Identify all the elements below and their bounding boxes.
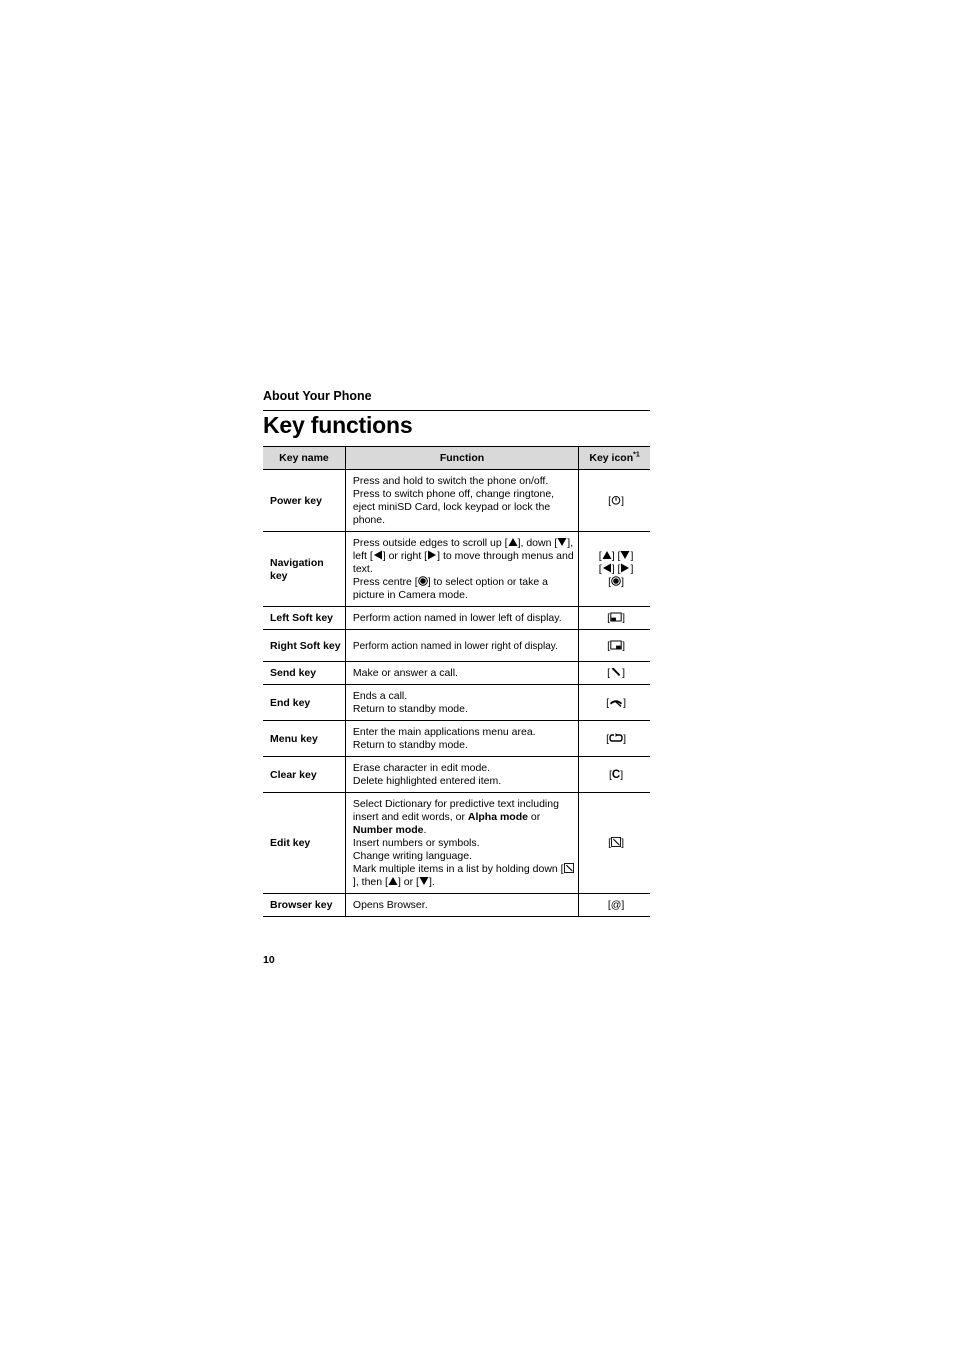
key-icon-cell: [ ] [579,721,650,757]
function-line: Insert numbers or symbols. [352,837,480,849]
key-icon-cell: [ ] [579,470,650,532]
right-arrow-icon [427,550,437,560]
up-arrow-icon [602,550,612,560]
column-header-key-name: Key name [263,447,345,470]
function-line [353,863,574,889]
key-name-cell: End key [263,685,345,721]
table-row-send-key [263,662,650,685]
icon-line: [ ] [ ] [598,550,634,562]
key-icon-cell: [@] [579,894,650,917]
function-text: ] to move through menus and text. [352,550,574,575]
key-icon-cell: [ ] [579,685,650,721]
function-text: Select Dictionary for predictive text including insert and edit words, or [352,798,559,823]
function-line [353,798,574,837]
function-line [353,576,574,602]
edit-pencil-icon [564,863,574,873]
function-text: ] to select option or take a picture in Camera mode. [352,576,548,601]
end-call-icon [609,697,623,707]
left-arrow-icon [602,563,612,573]
table-row-edit-key [263,793,650,894]
key-name-cell: Navigation key [263,532,345,607]
power-icon [611,495,621,505]
down-arrow-icon [620,550,630,560]
column-header-key-icon [579,447,650,470]
right-arrow-icon [620,563,630,573]
function-line: Press to switch phone off, change ringtone, eject miniSD Card, lock keypad or lock the phone. [352,488,555,526]
table-row-browser-key [263,894,650,917]
table-row-end-key [263,685,650,721]
key-functions-table [263,446,650,917]
function-cell [345,685,578,721]
function-line: Erase character in edit mode. [352,762,491,774]
function-cell: Opens Browser. [345,894,578,917]
up-arrow-icon [508,537,518,547]
function-cell: Perform action named in lower right of display. [345,630,578,662]
key-icon-cell: [C] [579,757,650,793]
function-cell [345,757,578,793]
table-header-row [263,447,650,470]
function-text: or [527,811,541,823]
function-cell: Make or answer a call. [345,662,578,685]
up-arrow-icon [388,876,398,886]
function-cell [345,721,578,757]
table-row-power-key [263,470,650,532]
clear-icon: C [611,768,621,781]
function-line: Ends a call. [352,690,408,702]
icon-line: [ ] [ ] [598,563,634,575]
key-name-cell: Clear key [263,757,345,793]
key-name-cell: Right Soft key [263,630,345,662]
function-text: Mark multiple items in a list by holding down [ [352,863,564,875]
left-arrow-icon [373,550,383,560]
key-icon-cell [579,532,650,607]
header-divider [263,410,650,411]
down-arrow-icon [557,537,567,547]
down-arrow-icon [419,876,429,886]
key-name-cell: Power key [263,470,345,532]
key-icon-cell: [ ] [579,793,650,894]
key-name-cell: Left Soft key [263,607,345,630]
function-line: Change writing language. [352,850,472,862]
key-name-cell: Browser key [263,894,345,917]
function-cell [345,532,578,607]
function-line: Return to standby mode. [352,703,468,715]
section-heading: About Your Phone [263,389,372,403]
send-call-icon [610,667,622,677]
table-row-menu-key [263,721,650,757]
function-text: ], down [ [517,537,558,549]
icon-line: [ ] [608,576,624,588]
centre-select-icon [611,576,621,586]
edit-pencil-icon [611,837,621,847]
function-text: ] or [ [397,876,419,888]
function-text: ]. [428,876,435,888]
key-name-cell: Send key [263,662,345,685]
page-title: Key functions [263,412,413,438]
function-line: Enter the main applications menu area. [352,726,536,738]
column-header-function: Function [345,447,578,470]
function-cell [345,470,578,532]
number-mode-term: Number mode [352,824,424,836]
centre-select-icon [418,576,428,586]
menu-icon [609,733,623,743]
key-icon-cell: [ ] [579,662,650,685]
function-text: ], then [ [352,876,388,888]
page-number: 10 [263,954,275,966]
key-name-cell: Edit key [263,793,345,894]
function-text: ], left [ [352,537,574,562]
function-text: Press outside edges to scroll up [ [352,537,508,549]
function-line: Press and hold to switch the phone on/off. [352,475,549,487]
key-icon-cell: [ ] [579,630,650,662]
function-text: ] or right [ [382,550,428,562]
alpha-mode-term: Alpha mode [467,811,528,823]
key-icon-cell: [ ] [579,607,650,630]
right-soft-icon [610,640,622,650]
function-cell [345,793,578,894]
function-line: Return to standby mode. [352,739,468,751]
left-soft-icon [610,612,622,622]
table-row-left-soft-key [263,607,650,630]
function-cell: Perform action named in lower left of display. [345,607,578,630]
function-line: Delete highlighted entered item. [352,775,502,787]
column-header-key-icon-label: Key icon [589,451,634,464]
table-row-right-soft-key [263,630,650,662]
function-text: Press centre [ [352,576,418,588]
table-row-clear-key [263,757,650,793]
table-row-navigation-key [263,532,650,607]
function-text: . [423,824,427,836]
footnote-marker: *1 [633,451,640,458]
key-name-cell: Menu key [263,721,345,757]
